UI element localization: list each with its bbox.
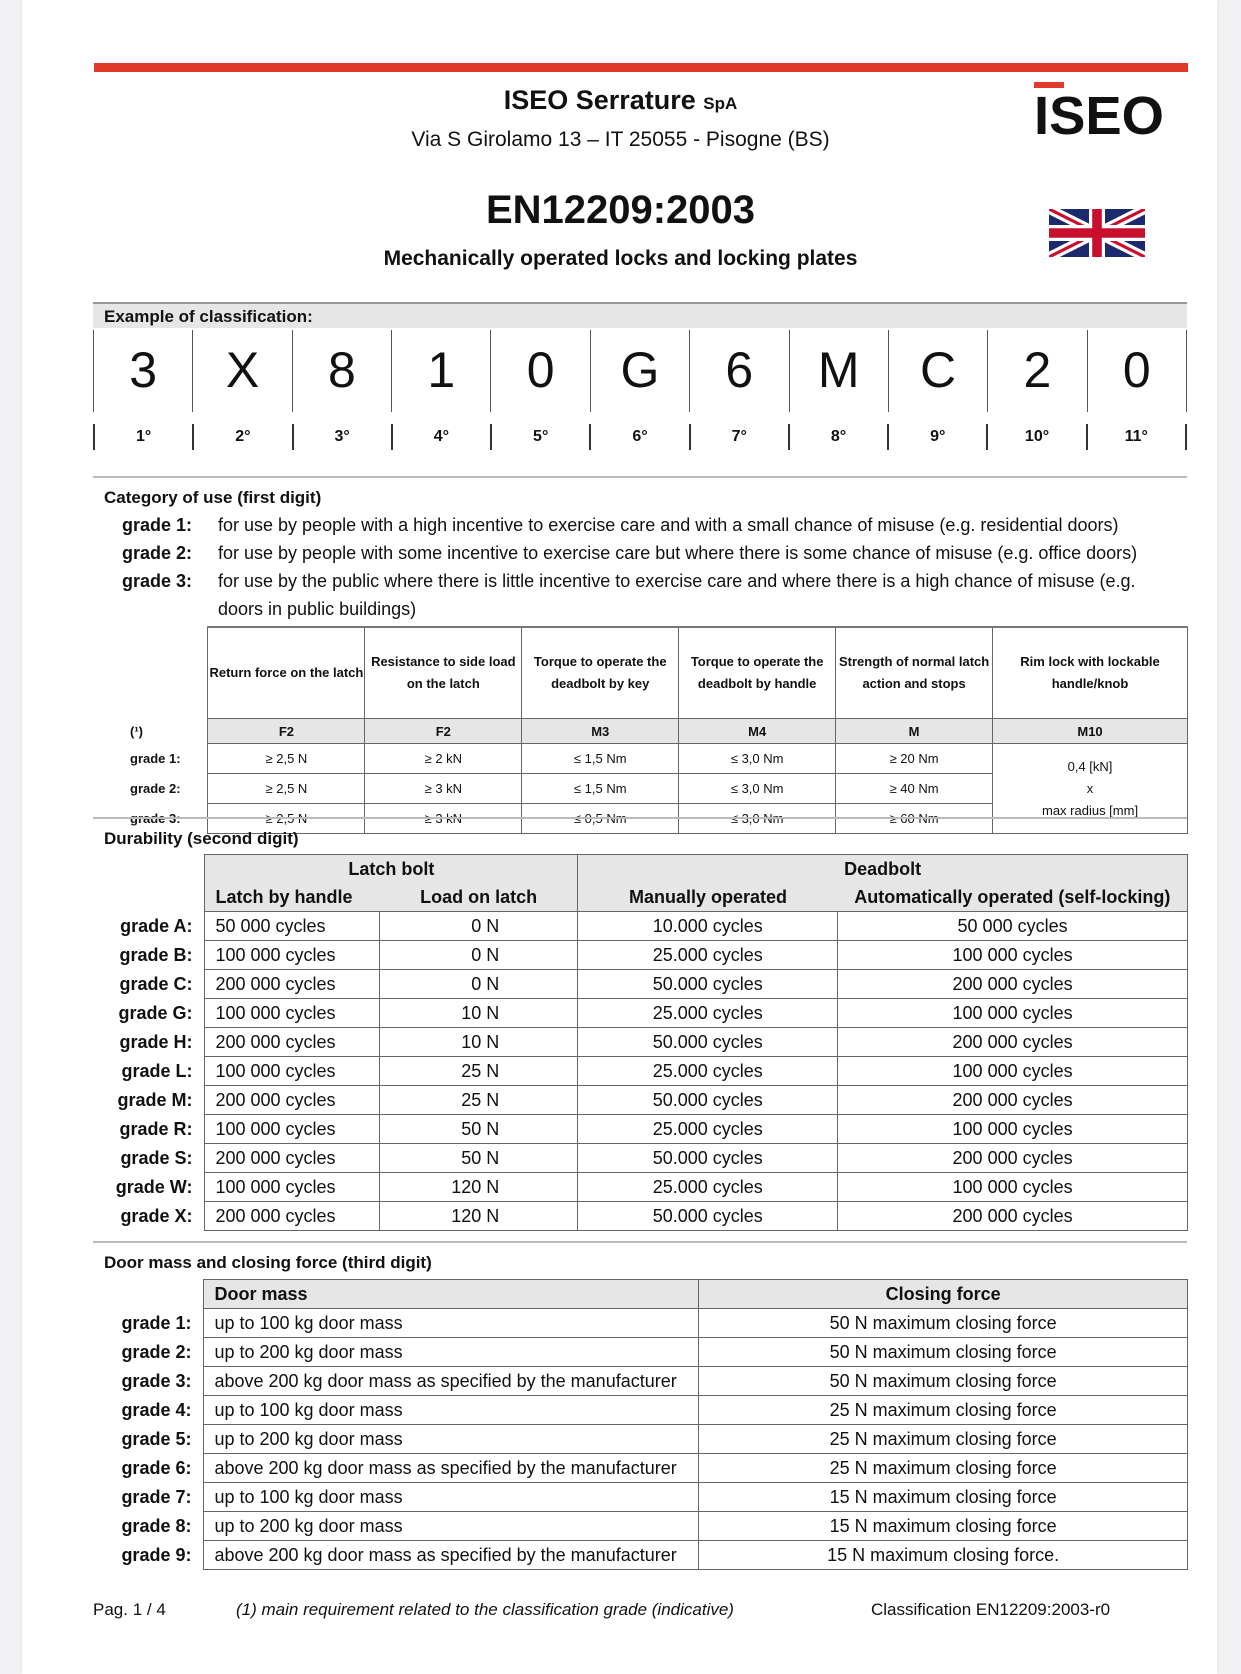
table-row: [104, 1173, 1188, 1202]
classification-digit: 0: [1087, 330, 1187, 412]
classification-digit: C: [888, 330, 987, 412]
note-marker: (¹): [130, 723, 143, 739]
grade-label: grade 4:: [121, 1399, 192, 1420]
grade-label: grade W:: [115, 1176, 193, 1197]
table-cell: up to 100 kg door mass: [204, 1483, 699, 1512]
table-cell: 15 N maximum closing force: [699, 1483, 1188, 1512]
classification-digit: M: [789, 330, 888, 412]
classification-digit: 2: [987, 330, 1086, 412]
table-cell: 25 N maximum closing force: [699, 1454, 1188, 1483]
table-cell: 200 000 cycles: [205, 970, 380, 999]
table-cell: 100 000 cycles: [205, 941, 380, 970]
table-cell: ≤ 0,5 Nm: [522, 804, 679, 834]
grade-label: grade 8:: [121, 1515, 192, 1536]
table-cell: up to 200 kg door mass: [204, 1512, 699, 1541]
grade-label: grade 2:: [122, 543, 193, 563]
table-cell: ≤ 3,0 Nm: [679, 774, 836, 804]
table-cell: ≥ 2 kN: [365, 744, 522, 774]
rim-lock-line: max radius [mm]: [1041, 802, 1139, 818]
table-row: [104, 1202, 1188, 1231]
table-cell: ≤ 1,5 Nm: [522, 774, 679, 804]
table-cell: 100 000 cycles: [838, 999, 1188, 1028]
classification-digit: G: [590, 330, 689, 412]
table-cell: 200 000 cycles: [838, 970, 1188, 999]
doormass-heading: Door mass and closing force (third digit): [104, 1253, 432, 1272]
position-label: 6°: [589, 424, 688, 450]
row-label: grade 1:: [130, 751, 181, 766]
grade-label: grade 7:: [121, 1486, 192, 1507]
classification-digit: 0: [490, 330, 589, 412]
table-cell: 100 000 cycles: [838, 1115, 1188, 1144]
position-label: 4°: [391, 424, 490, 450]
requirement-code: M4: [679, 719, 836, 744]
position-label: 1°: [93, 424, 192, 450]
table-cell: 50 N maximum closing force: [699, 1338, 1188, 1367]
table-row: [104, 1512, 1188, 1541]
table-cell: 200 000 cycles: [838, 1028, 1188, 1057]
table-cell: ≥ 60 Nm: [836, 804, 993, 834]
requirement-code: M10: [993, 719, 1188, 744]
standard-subtitle: Mechanically operated locks and locking plates: [383, 247, 858, 270]
position-label: 3°: [292, 424, 391, 450]
column-header: Return force on the latch: [208, 627, 365, 719]
classification-digit: X: [192, 330, 291, 412]
grade-label: grade R:: [119, 1118, 193, 1139]
table-cell: 100 000 cycles: [838, 1057, 1188, 1086]
position-label: 2°: [192, 424, 291, 450]
grade-label: grade H:: [119, 1031, 193, 1052]
table-cell: above 200 kg door mass as specified by the manufacturer: [204, 1541, 699, 1570]
table-row: [104, 1309, 1188, 1338]
table-cell: 100 000 cycles: [205, 1173, 380, 1202]
table-row: [104, 1541, 1188, 1570]
grade-label: grade 1:: [121, 1312, 192, 1333]
position-label: 10°: [986, 424, 1085, 450]
col-header: Door mass: [204, 1280, 699, 1309]
position-label: 9°: [887, 424, 986, 450]
category-table: [122, 626, 1188, 834]
grade-description: for use by people with some incentive to exercise care but where there is some chance of misuse (e.g. office doors): [218, 543, 1138, 563]
classification-digits: [93, 330, 1187, 412]
document-code: Classification EN12209:2003-r0: [871, 1600, 1111, 1619]
table-cell: 50.000 cycles: [578, 1202, 838, 1231]
table-cell: 50.000 cycles: [578, 1086, 838, 1115]
table-cell: 50 N: [380, 1144, 578, 1173]
table-cell: up to 200 kg door mass: [204, 1425, 699, 1454]
table-cell: 100 000 cycles: [205, 1115, 380, 1144]
accent-bar: [94, 63, 1188, 72]
requirement-code: F2: [208, 719, 365, 744]
table-row: [104, 1338, 1188, 1367]
table-cell: 15 N maximum closing force.: [699, 1541, 1188, 1570]
grade-label: grade 1:: [122, 515, 193, 535]
table-cell: 25.000 cycles: [578, 1115, 838, 1144]
company-address: Via S Girolamo 13 – IT 25055 - Pisogne (BS): [411, 128, 830, 151]
svg-text:ISEO: ISEO: [1034, 86, 1164, 136]
table-cell: 10 N: [380, 1028, 578, 1057]
position-label: 8°: [788, 424, 887, 450]
grade-label: grade S:: [120, 1147, 193, 1168]
latch-bolt-header: Latch bolt: [205, 855, 578, 884]
deadbolt-header: Deadbolt: [578, 855, 1188, 884]
classification-digit: 8: [292, 330, 391, 412]
table-cell: 200 000 cycles: [205, 1086, 380, 1115]
table-cell: 200 000 cycles: [205, 1028, 380, 1057]
table-cell: 200 000 cycles: [205, 1202, 380, 1231]
table-cell: 50 000 cycles: [838, 912, 1188, 941]
table-cell: 25 N maximum closing force: [699, 1425, 1188, 1454]
grade-label: grade B:: [119, 944, 193, 965]
divider: [93, 476, 1187, 478]
requirement-code: M: [836, 719, 993, 744]
table-row: [104, 1454, 1188, 1483]
grade-description: for use by the public where there is little incentive to exercise care and where there is a high chance of misuse (e.g.: [218, 571, 1136, 591]
example-heading: Example of classification:: [93, 302, 1187, 328]
classification-digit: 1: [391, 330, 490, 412]
position-label: 11°: [1086, 424, 1187, 450]
durability-table: [104, 854, 1188, 1231]
grade-label: grade L:: [121, 1060, 193, 1081]
table-cell: 50 N maximum closing force: [699, 1367, 1188, 1396]
company-name: ISEO Serrature SpA: [503, 85, 738, 115]
table-cell: 50.000 cycles: [578, 970, 838, 999]
table-row: [104, 999, 1188, 1028]
table-cell: 100 000 cycles: [205, 999, 380, 1028]
table-cell: ≥ 2,5 N: [208, 804, 365, 834]
grade-description: doors in public buildings): [218, 599, 417, 619]
table-cell: 25.000 cycles: [578, 999, 838, 1028]
table-cell: 0 N: [380, 970, 578, 999]
col-header: Latch by handle: [205, 883, 380, 912]
table-cell: ≥ 2,5 N: [208, 774, 365, 804]
grade-label: grade 6:: [121, 1457, 192, 1478]
grade-label: grade X:: [120, 1205, 193, 1226]
column-header: Rim lock with lockable handle/knob: [993, 627, 1188, 719]
table-cell: up to 100 kg door mass: [204, 1309, 699, 1338]
requirement-code: F2: [365, 719, 522, 744]
table-cell: 0 N: [380, 941, 578, 970]
table-cell: 200 000 cycles: [838, 1202, 1188, 1231]
table-cell: 100 000 cycles: [838, 1173, 1188, 1202]
classification-digit: 6: [689, 330, 788, 412]
table-cell: ≥ 20 Nm: [836, 744, 993, 774]
table-row: [104, 1115, 1188, 1144]
divider: [93, 1241, 1187, 1243]
position-label: 5°: [490, 424, 589, 450]
uk-flag-icon: [1049, 205, 1145, 266]
rim-lock-cell: [993, 744, 1188, 834]
standard-title: EN12209:2003: [485, 188, 756, 232]
grade-label: grade G:: [118, 1002, 193, 1023]
table-cell: above 200 kg door mass as specified by the manufacturer: [204, 1367, 699, 1396]
table-cell: 50.000 cycles: [578, 1028, 838, 1057]
grade-label: grade 9:: [121, 1544, 192, 1565]
table-cell: 15 N maximum closing force: [699, 1512, 1188, 1541]
table-row: [104, 1057, 1188, 1086]
table-cell: up to 200 kg door mass: [204, 1338, 699, 1367]
col-header: Closing force: [699, 1280, 1188, 1309]
column-header: Resistance to side load on the latch: [365, 627, 522, 719]
grade-label: grade 3:: [121, 1370, 192, 1391]
table-cell: 25 N maximum closing force: [699, 1396, 1188, 1425]
col-header: Manually operated: [578, 883, 838, 912]
table-cell: 25 N: [380, 1086, 578, 1115]
grade-description: for use by people with a high incentive to exercise care and with a small chance of misuse (e.g. residential doors): [218, 515, 1119, 535]
table-cell: 200 000 cycles: [205, 1144, 380, 1173]
table-row: [104, 1144, 1188, 1173]
column-header: Torque to operate the deadbolt by key: [522, 627, 679, 719]
table-cell: ≥ 40 Nm: [836, 774, 993, 804]
table-cell: 200 000 cycles: [838, 1144, 1188, 1173]
divider: [93, 817, 1187, 819]
table-cell: 50 N: [380, 1115, 578, 1144]
table-row: [104, 941, 1188, 970]
iseo-logo: [1034, 82, 1170, 141]
table-cell: ≥ 2,5 N: [208, 744, 365, 774]
table-row: [104, 970, 1188, 999]
table-cell: 25.000 cycles: [578, 941, 838, 970]
footnote: (1) main requirement related to the classification grade (indicative): [236, 1600, 734, 1619]
table-row: [104, 1425, 1188, 1454]
category-heading: Category of use (first digit): [104, 488, 322, 507]
row-label: grade 3:: [130, 811, 181, 826]
column-header: Strength of normal latch action and stops: [836, 627, 993, 719]
requirement-code: M3: [522, 719, 679, 744]
table-row: [104, 1028, 1188, 1057]
table-cell: 50 N maximum closing force: [699, 1309, 1188, 1338]
position-label: 7°: [689, 424, 788, 450]
classification-positions: [93, 424, 1187, 450]
table-cell: 0 N: [380, 912, 578, 941]
table-row: [104, 1483, 1188, 1512]
rim-lock-line: 0,4 [kN]: [1067, 758, 1113, 774]
grade-label: grade 5:: [121, 1428, 192, 1449]
classification-digit: 3: [93, 330, 192, 412]
grade-label: grade 2:: [121, 1341, 192, 1362]
table-cell: 25 N: [380, 1057, 578, 1086]
table-cell: 10 N: [380, 999, 578, 1028]
table-cell: ≤ 3,0 Nm: [679, 804, 836, 834]
table-cell: ≤ 3,0 Nm: [679, 744, 836, 774]
table-row: [104, 1396, 1188, 1425]
durability-heading: Durability (second digit): [104, 829, 299, 848]
table-cell: 100 000 cycles: [205, 1057, 380, 1086]
table-cell: above 200 kg door mass as specified by the manufacturer: [204, 1454, 699, 1483]
table-cell: 200 000 cycles: [838, 1086, 1188, 1115]
table-cell: 25.000 cycles: [578, 1057, 838, 1086]
grade-label: grade A:: [120, 915, 193, 936]
table-cell: 25.000 cycles: [578, 1173, 838, 1202]
table-cell: 120 N: [380, 1173, 578, 1202]
grade-label: grade C:: [119, 973, 193, 994]
col-header: Load on latch: [380, 883, 578, 912]
table-cell: ≥ 3 kN: [365, 774, 522, 804]
table-cell: 10.000 cycles: [578, 912, 838, 941]
table-row: [104, 1086, 1188, 1115]
table-row: [104, 912, 1188, 941]
row-label: grade 2:: [130, 781, 181, 796]
table-cell: 50.000 cycles: [578, 1144, 838, 1173]
page-number: Pag. 1 / 4: [93, 1600, 166, 1619]
table-cell: 120 N: [380, 1202, 578, 1231]
col-header: Automatically operated (self-locking): [838, 883, 1188, 912]
column-header: Torque to operate the deadbolt by handle: [679, 627, 836, 719]
table-cell: 50 000 cycles: [205, 912, 380, 941]
table-row: [104, 1367, 1188, 1396]
table-cell: ≤ 1,5 Nm: [522, 744, 679, 774]
grade-label: grade 3:: [122, 571, 193, 591]
table-cell: up to 100 kg door mass: [204, 1396, 699, 1425]
doormass-table: [104, 1279, 1188, 1570]
table-cell: 100 000 cycles: [838, 941, 1188, 970]
table-cell: ≥ 3 kN: [365, 804, 522, 834]
rim-lock-line: x: [1086, 780, 1094, 796]
grade-label: grade M:: [117, 1089, 193, 1110]
